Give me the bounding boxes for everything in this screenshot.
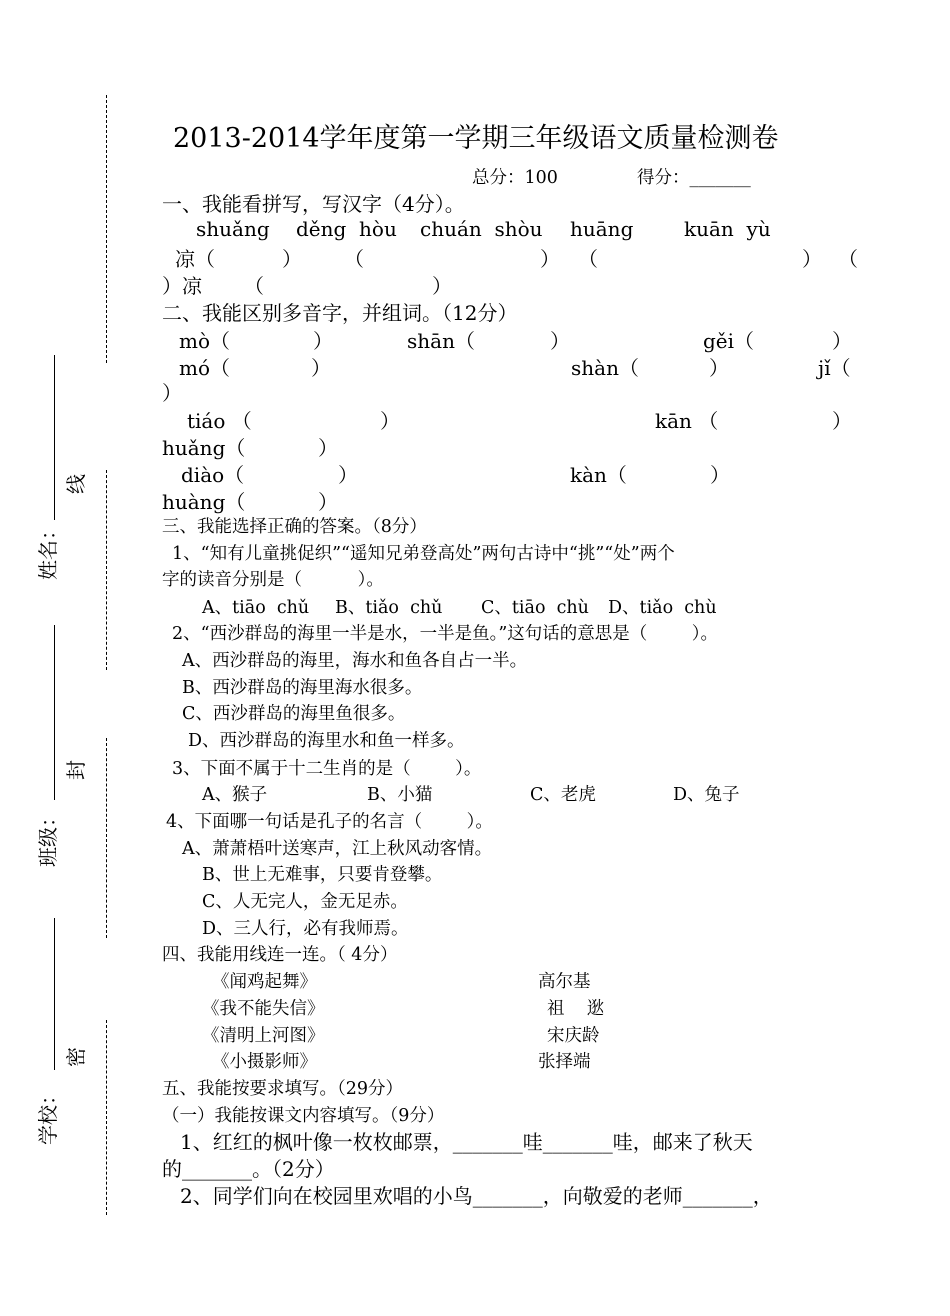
- s3-q1-opt-b: B、tiǎo chǔ: [335, 598, 443, 618]
- s1-line1-d: ）: [540, 247, 560, 271]
- pinyin-2: děng hòu: [296, 217, 397, 241]
- s2-r4-a: diào（: [181, 463, 245, 487]
- s4-right-3: 宋庆龄: [547, 1026, 600, 1046]
- pinyin-3: chuán shòu: [420, 217, 543, 241]
- s3-q3-opt-d: D、兔子: [673, 785, 740, 805]
- s2-r2-e: jǐ（: [818, 356, 851, 380]
- section-1-heading: 一、我能看拼写，写汉字（4分）。: [162, 192, 465, 216]
- s3-q2: 2、“西沙群岛的海里一半是水，一半是鱼。”这句话的意思是（ ）。: [172, 624, 719, 644]
- s2-r4-b: ）: [338, 463, 358, 487]
- s3-q1-line2: 字的读音分别是（ ）。: [162, 570, 384, 590]
- name-underline: [54, 355, 55, 520]
- s2-r4-c: kàn（: [570, 463, 627, 487]
- s4-right-1: 高尔基: [538, 972, 591, 992]
- s3-q1-opt-d: D、tiǎo chù: [608, 598, 717, 618]
- seal-xian-label: 线: [64, 474, 88, 494]
- s4-left-3: 《清明上河图》: [202, 1026, 325, 1046]
- fold-line-bottom: [106, 1020, 107, 1215]
- obtained-score: 得分：_______: [637, 168, 751, 188]
- s5-fill-2: 2、同学们向在校园里欢唱的小鸟_______，向敬爱的老师_______，: [180, 1184, 773, 1208]
- s3-q1-opt-a: A、tiāo chǔ: [202, 598, 310, 618]
- s3-q3: 3、下面不属于十二生肖的是（ ）。: [172, 759, 482, 779]
- s3-q1-line1: 1、“知有儿童挑促织”“遥知兄弟登高处”两句古诗中“挑”“处”两个: [172, 544, 675, 564]
- s2-r2-a: mó（: [179, 356, 231, 380]
- seal-feng-label: 封: [64, 760, 88, 780]
- s1-line1-a: 凉（: [175, 247, 215, 271]
- s3-q4: 4、下面哪一句话是孔子的名言（ ）。: [166, 812, 493, 832]
- seal-mi-label: 密: [64, 1047, 88, 1067]
- s3-q2-opt-b: B、西沙群岛的海里海水很多。: [182, 678, 423, 698]
- total-score: 总分：100: [472, 168, 558, 188]
- s4-right-2: 祖 逖: [547, 999, 605, 1019]
- s2-r3-f: ）: [318, 436, 338, 460]
- s3-q2-opt-c: C、西沙群岛的海里鱼很多。: [182, 704, 406, 724]
- s1-line1-e: （: [578, 247, 598, 271]
- pinyin-5: kuān yù: [684, 217, 771, 241]
- s3-q4-opt-b: B、世上无难事，只要肯登攀。: [202, 865, 443, 885]
- s2-r2-b: ）: [311, 356, 331, 380]
- s2-r2-c: shàn（: [571, 356, 639, 380]
- s1-line1-g: （: [838, 247, 858, 271]
- s2-r1-f: ）: [832, 329, 852, 353]
- s3-q3-opt-a: A、猴子: [202, 785, 268, 805]
- s2-r4-e: huàng（: [162, 490, 246, 514]
- section-3-heading: 三、我能选择正确的答案。（8分）: [162, 517, 427, 537]
- s2-r3-e: huǎng（: [162, 436, 246, 460]
- s1-line1-c: （: [344, 247, 364, 271]
- s5-fill-1-line2: 的_______。（2分）: [162, 1157, 335, 1181]
- s2-r3-c: kān （: [655, 409, 719, 433]
- pinyin-4: huāng: [570, 217, 634, 241]
- class-underline: [54, 625, 55, 800]
- pinyin-1: shuǎng: [196, 217, 270, 241]
- s2-r1-c: shān（: [407, 329, 475, 353]
- s4-right-4: 张择端: [538, 1052, 591, 1072]
- school-label: 学校：: [36, 1085, 60, 1145]
- s2-r1-a: mò（: [179, 329, 231, 353]
- s2-r2-d: ）: [709, 356, 729, 380]
- s5-fill-1-line1: 1、红红的枫叶像一枚枚邮票，_______哇_______哇，邮来了秋天: [180, 1130, 753, 1154]
- s1-line1-b: ）: [282, 247, 302, 271]
- s3-q1-opt-c: C、tiāo chù: [481, 598, 589, 618]
- s2-r3-a: tiáo （: [187, 409, 252, 433]
- s4-left-4: 《小摄影师》: [212, 1052, 317, 1072]
- s3-q3-opt-b: B、小猫: [367, 785, 433, 805]
- name-label: 姓名：: [36, 520, 60, 580]
- section-4-heading: 四、我能用线连一连。（ 4分）: [162, 945, 398, 965]
- page-title: 2013-2014学年度第一学期三年级语文质量检测卷: [173, 123, 779, 154]
- s2-r1-e: gěi（: [703, 329, 755, 353]
- s2-r4-f: ）: [318, 490, 338, 514]
- s1-line1-f: ）: [802, 247, 822, 271]
- s3-q4-opt-d: D、三人行，必有我师焉。: [202, 919, 409, 939]
- fold-line-top: [106, 95, 107, 363]
- section-5-heading: 五、我能按要求填写。（29分）: [162, 1079, 404, 1099]
- s1-line2-a: ）凉: [162, 274, 202, 298]
- s3-q2-opt-d: D、西沙群岛的海里水和鱼一样多。: [188, 731, 465, 751]
- s2-r3-d: ）: [832, 409, 852, 433]
- fold-line-mid-1: [106, 470, 107, 670]
- s1-line2-b: （: [244, 274, 264, 298]
- s4-left-1: 《闻鸡起舞》: [212, 972, 317, 992]
- s2-r3-b: ）: [380, 409, 400, 433]
- class-label: 班级：: [36, 807, 60, 867]
- s5-sub1-heading: （一）我能按课文内容填写。（9分）: [162, 1106, 445, 1126]
- fold-line-mid-2: [106, 738, 107, 938]
- s4-left-2: 《我不能失信》: [202, 999, 325, 1019]
- s3-q4-opt-a: A、萧萧梧叶送寒声，江上秋风动客情。: [182, 839, 493, 859]
- s2-r2-f: ）: [162, 381, 182, 405]
- s2-r1-d: ）: [550, 329, 570, 353]
- s3-q4-opt-c: C、人无完人，金无足赤。: [202, 892, 408, 912]
- section-2-heading: 二、我能区别多音字，并组词。（12分）: [162, 301, 518, 325]
- s2-r4-d: ）: [710, 463, 730, 487]
- s1-line2-c: ）: [432, 274, 452, 298]
- s2-r1-b: ）: [313, 329, 333, 353]
- school-underline: [54, 918, 55, 1070]
- s3-q3-opt-c: C、老虎: [530, 785, 596, 805]
- s3-q2-opt-a: A、西沙群岛的海里，海水和鱼各自占一半。: [182, 651, 528, 671]
